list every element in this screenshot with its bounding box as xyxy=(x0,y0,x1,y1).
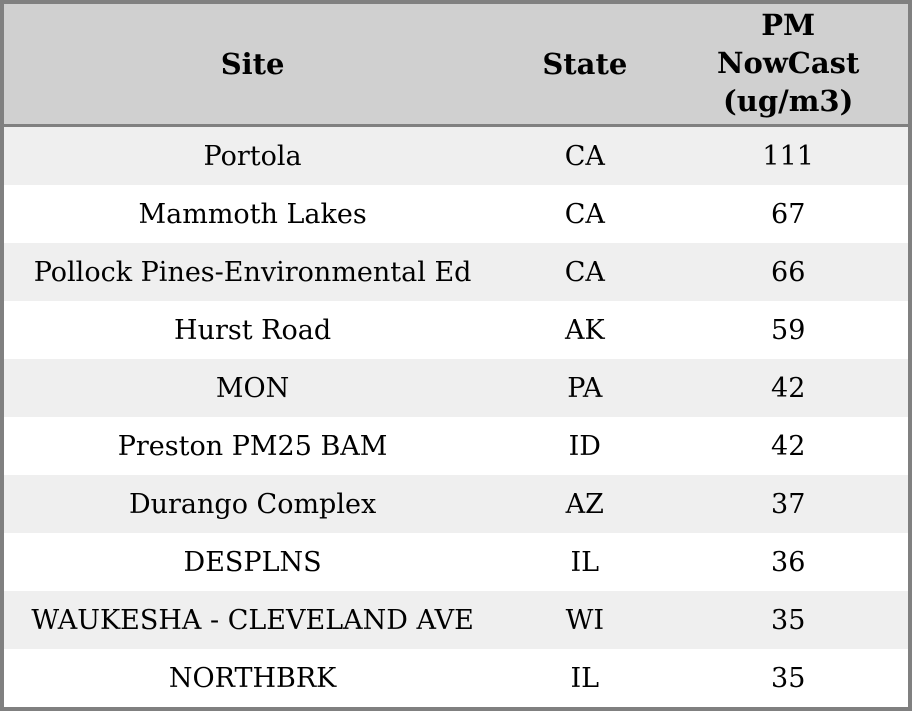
column-header-site xyxy=(4,47,501,81)
cell-site: NORTHBRK xyxy=(168,662,337,694)
cell-pm-nowcast: 36 xyxy=(771,546,806,578)
table-row xyxy=(4,591,908,649)
cell-state: CA xyxy=(564,256,605,288)
table-row xyxy=(4,359,908,417)
table-header-row xyxy=(4,4,908,127)
table-row xyxy=(4,127,908,185)
cell-pm-nowcast: 66 xyxy=(771,256,806,288)
cell-state: WI xyxy=(565,604,605,636)
cell-site: Hurst Road xyxy=(174,314,332,346)
cell-site: Mammoth Lakes xyxy=(138,198,367,230)
column-header-pm-nowcast xyxy=(668,7,908,120)
table-row xyxy=(4,243,908,301)
cell-state: AZ xyxy=(565,488,604,520)
column-header-pm-nowcast-label: PM NowCast (ug/m3) xyxy=(716,8,860,118)
table-row xyxy=(4,301,908,359)
cell-site: DESPLNS xyxy=(183,546,322,578)
column-header-site-label: Site xyxy=(220,47,285,81)
cell-pm-nowcast: 35 xyxy=(771,604,806,636)
cell-state: ID xyxy=(568,430,601,462)
cell-pm-nowcast: 59 xyxy=(771,314,806,346)
cell-site: Portola xyxy=(203,140,302,172)
cell-state: CA xyxy=(564,140,605,172)
table-body xyxy=(4,127,908,707)
table-row xyxy=(4,475,908,533)
cell-site: Pollock Pines-Environmental Ed xyxy=(33,256,472,288)
table-row xyxy=(4,533,908,591)
cell-state: PA xyxy=(567,372,603,404)
column-header-state-label: State xyxy=(542,47,628,81)
cell-state: IL xyxy=(570,662,600,694)
cell-pm-nowcast: 35 xyxy=(771,662,806,694)
cell-site: WAUKESHA - CLEVELAND AVE xyxy=(31,604,474,636)
cell-pm-nowcast: 42 xyxy=(771,430,806,462)
cell-pm-nowcast: 67 xyxy=(771,198,806,230)
cell-site: MON xyxy=(215,372,290,404)
table-row xyxy=(4,417,908,475)
table-row xyxy=(4,185,908,243)
cell-site: Preston PM25 BAM xyxy=(117,430,388,462)
cell-state: AK xyxy=(564,314,605,346)
cell-pm-nowcast: 42 xyxy=(771,372,806,404)
cell-site: Durango Complex xyxy=(128,488,377,520)
cell-pm-nowcast: 111 xyxy=(762,140,814,172)
column-header-state xyxy=(501,47,668,81)
table-row xyxy=(4,649,908,707)
cell-state: IL xyxy=(570,546,600,578)
cell-state: CA xyxy=(564,198,605,230)
cell-pm-nowcast: 37 xyxy=(771,488,806,520)
